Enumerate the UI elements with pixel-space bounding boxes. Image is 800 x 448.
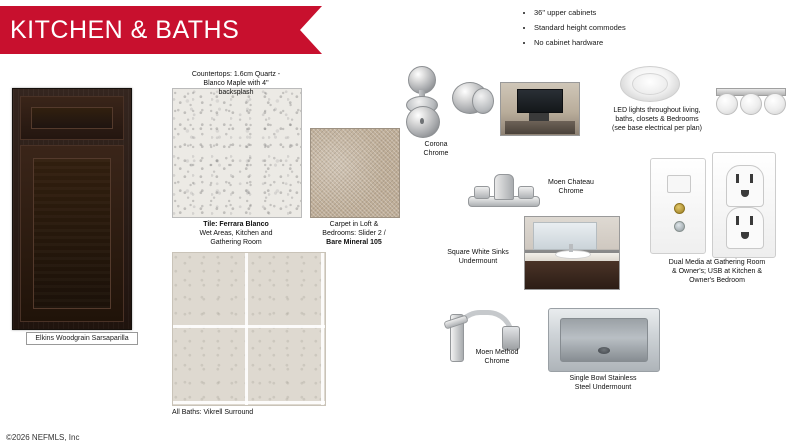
- surround-caption: All Baths: Vikrell Surround: [172, 409, 254, 416]
- sinks-caption-line2: Undermount: [458, 258, 498, 265]
- led-lens: [632, 73, 668, 95]
- cabinet-drawer-front: [20, 96, 124, 140]
- sofa: [505, 121, 575, 134]
- knob-caption-line1: Corona: [424, 141, 448, 148]
- countertop-caption-line1: Countertops: 1.6cm Quartz -: [191, 71, 281, 78]
- media-port-upper: [667, 175, 691, 193]
- outlet-ground: [741, 232, 749, 239]
- kitchen-faucet-caption-line2: Chrome: [484, 358, 510, 365]
- vanity-sink-bowl: [555, 250, 591, 259]
- tv-screen: [517, 89, 563, 113]
- carpet-caption: [306, 220, 402, 247]
- sinks-caption: [432, 248, 524, 266]
- recessed-led-light: [620, 66, 678, 104]
- quartz-countertop-sample: [172, 88, 302, 218]
- kitchen-faucet-caption-line1: Moen Method: [475, 349, 519, 356]
- kitchen-faucet-caption: [452, 348, 542, 366]
- spec-bullet-list: [520, 6, 780, 51]
- knob-caption: [406, 140, 466, 158]
- sinks-caption-line1: Square White Sinks: [447, 249, 509, 256]
- knob-caption-line2: Chrome: [423, 150, 449, 157]
- lav-faucet-caption-line1: Moen Chateau: [548, 179, 594, 186]
- light-globe: [716, 93, 738, 115]
- tile-caption-line3: Gathering Room: [210, 239, 262, 246]
- vanity-cabinet: [525, 261, 619, 289]
- cabinet-door-inset: [33, 158, 111, 309]
- lav-faucet-caption: [528, 178, 614, 196]
- cabinet-door-front: [20, 145, 124, 322]
- tile-caption: [168, 220, 304, 247]
- media-caption-line2: & Owner's; USB at Kitchen &: [671, 268, 763, 275]
- carpet-caption-line1: Carpet in Loft &: [329, 221, 379, 228]
- media-caption: [642, 258, 792, 285]
- banner-notch: [300, 6, 322, 54]
- keyhole-icon: [420, 118, 424, 124]
- living-room-photo: [500, 82, 580, 136]
- kitchen-sink-caption-line1: Single Bowl Stainless: [569, 375, 637, 382]
- duplex-outlet-plate: [712, 152, 776, 258]
- light-globe: [740, 93, 762, 115]
- tile-caption-line1: Tile: Ferrara Blanco: [203, 221, 269, 228]
- kitchen-sink-caption-line2: Steel Undermount: [574, 384, 632, 391]
- faucet-spray-head: [502, 326, 520, 350]
- carpet-caption-line3: Bare Mineral 105: [326, 239, 382, 246]
- led-caption-line3: (see base electrical per plan): [612, 125, 702, 132]
- outlet-slot: [736, 216, 739, 225]
- led-caption-line1: LED lights throughout living,: [613, 107, 701, 114]
- tile-caption-line2: Wet Areas, Kitchen and: [199, 230, 273, 237]
- bullet-item: • No cabinet hardware: [534, 36, 780, 49]
- outlet-slot: [750, 216, 753, 225]
- knob-rose: [472, 88, 494, 114]
- outlet-slot: [750, 174, 753, 183]
- kitchen-sink-caption: [540, 374, 666, 392]
- outlet-ground: [741, 190, 749, 197]
- cabinet-caption: Elkins Woodgrain Sarsaparilla: [26, 332, 138, 345]
- sink-basin: [560, 318, 648, 362]
- light-globe: [764, 93, 786, 115]
- countertop-caption-line2: Blanco Maple with 4": [203, 80, 269, 87]
- coax-connector: [674, 203, 685, 214]
- carpet-caption-line2: Bedrooms: Slider 2 /: [322, 230, 386, 237]
- page-title: KITCHEN & BATHS: [10, 15, 240, 44]
- lav-faucet-caption-line2: Chrome: [558, 188, 584, 195]
- tile-floor-sample: [172, 252, 326, 406]
- countertop-caption: [168, 70, 304, 97]
- led-caption-line2: baths, closets & Bedrooms: [615, 116, 699, 123]
- kitchen-sink-single-bowl: [548, 308, 660, 372]
- outlet-socket-bottom: [726, 207, 764, 249]
- faucet-spout: [494, 174, 514, 200]
- bullet-item: • Standard height commodes: [534, 21, 780, 34]
- copyright-footer: ©2026 NEFMLS, Inc: [6, 433, 80, 442]
- carpet-sample: [310, 128, 400, 218]
- bath-vanity-photo: [524, 216, 620, 290]
- outlet-socket-top: [726, 165, 764, 207]
- media-caption-line1: Dual Media at Gathering Room: [668, 259, 766, 266]
- bullet-item: • 36" upper cabinets: [534, 6, 780, 19]
- cabinet-door-sample: [12, 88, 132, 330]
- faucet-handle-left: [474, 186, 490, 199]
- led-caption: [592, 106, 722, 133]
- vanity-bar-light: [712, 82, 788, 116]
- countertop-caption-line3: backsplash: [218, 89, 254, 96]
- media-caption-line3: Owner's Bedroom: [689, 277, 745, 284]
- outlet-slot: [736, 174, 739, 183]
- door-knob-passage: [446, 78, 496, 124]
- vanity-faucet: [569, 244, 573, 252]
- header-banner: [0, 6, 300, 54]
- vanity-mirror: [533, 222, 597, 250]
- media-wall-plate: [650, 158, 706, 254]
- data-connector: [674, 221, 685, 232]
- cabinet-drawer-inset: [31, 107, 113, 129]
